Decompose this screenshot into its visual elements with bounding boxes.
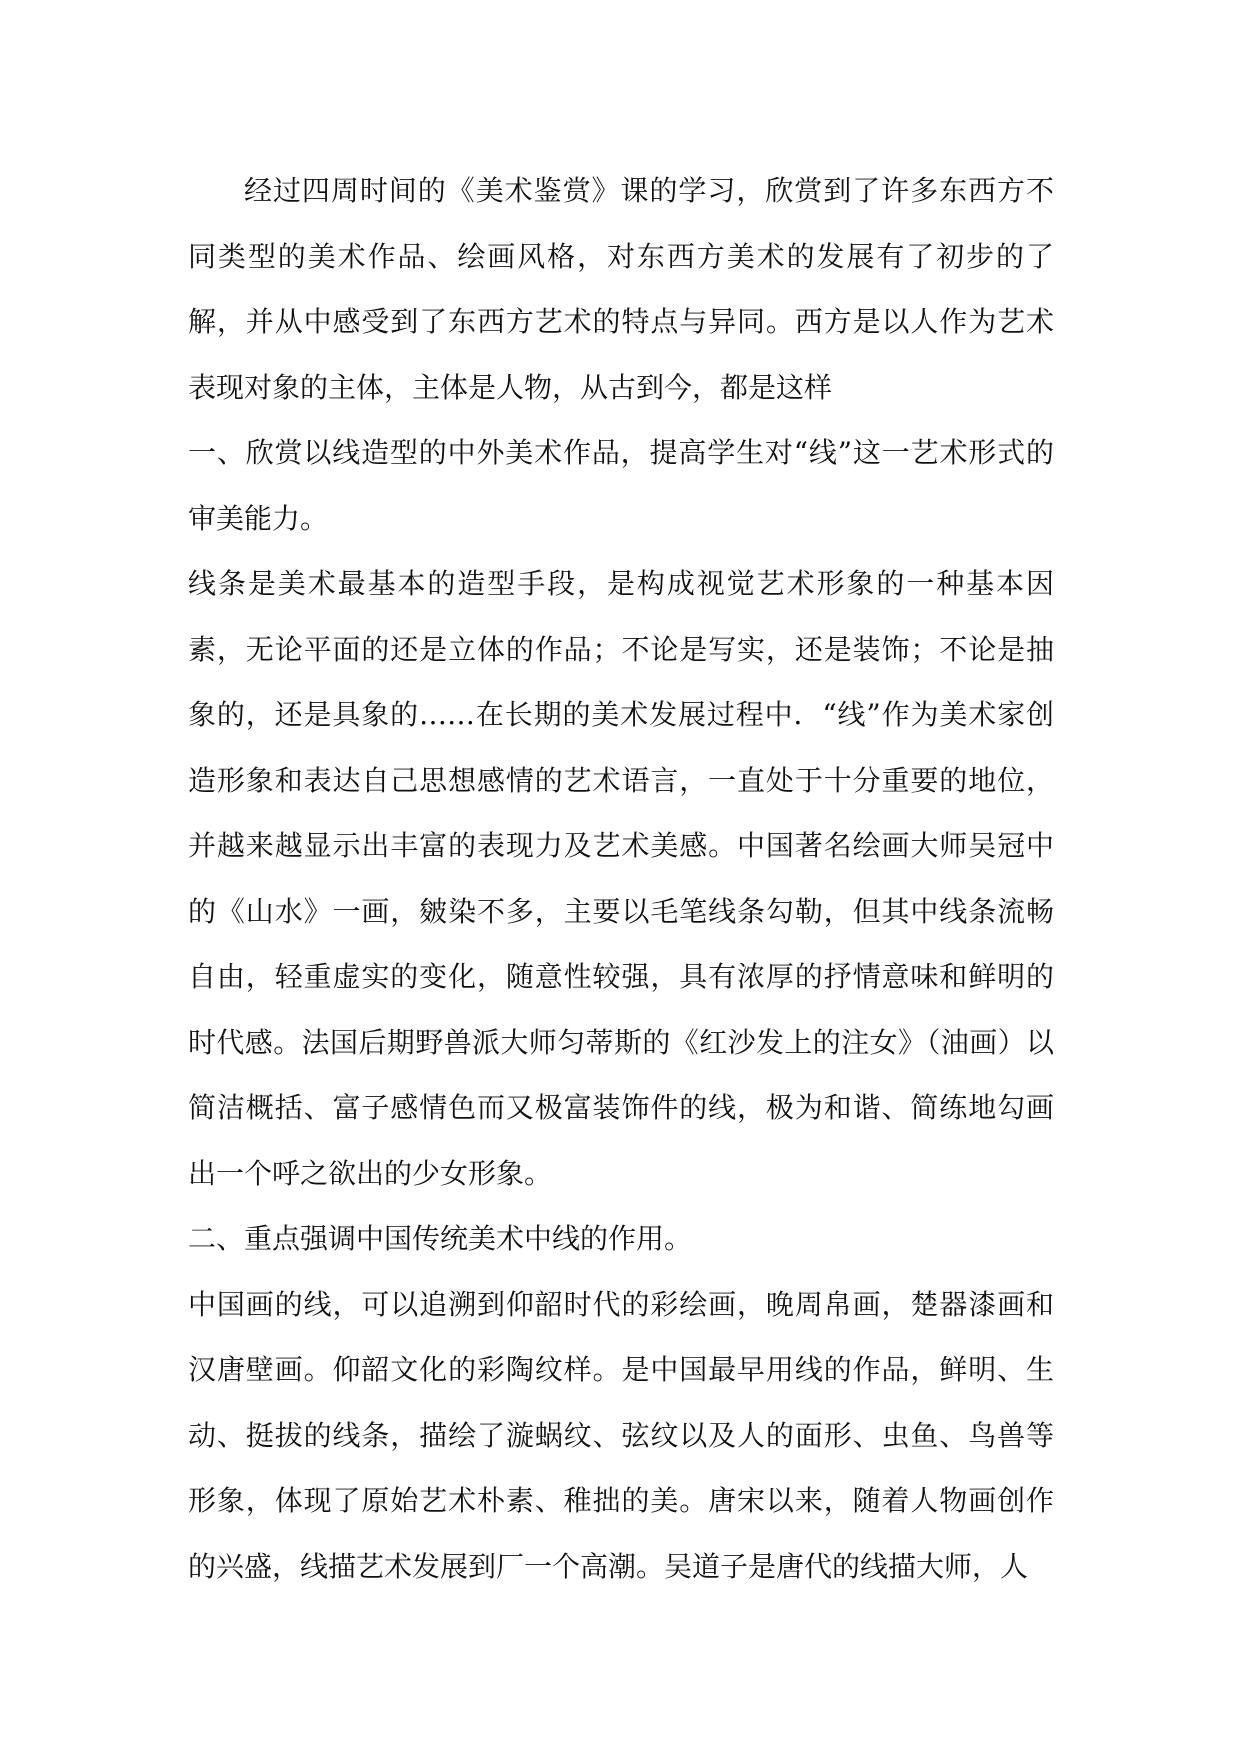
line-art-paragraph: 线条是美术最基本的造型手段，是构成视觉艺术形象的一种基本因素，无论平面的还是立体的作品；不论是写实，还是装饰；不论是抽象的，还是具象的……在长期的美术发展过程中．“线”作为美术家创造形象和表达自己思想感情的艺术语言，一直处于十分重要的地位，并越来越显示出丰富的表现力及艺术美感。中国著名绘画大师吴冠中的《山水》一画，皴染不多，主要以毛笔线条勾勒，但其中线条流畅自由，轻重虚实的变化，随意性较强，具有浓厚的抒情意味和鲜明的时代感。法国后期野兽派大师匀蒂斯的《红沙发上的注女》（油画）以简洁概括、富子感情色而又极富装饰件的线，极为和谐、简练地勾画出一个呼之欲出的少女形象。 (188, 567, 1054, 1190)
document-body (188, 158, 1054, 1599)
chinese-painting-paragraph: 中国画的线，可以追溯到仰韶时代的彩绘画，晚周帛画，楚器漆画和汉唐壁画。仰韶文化的彩陶纹样。是中国最早用线的作品，鲜明、生动、挺拔的线条，描绘了漩蜗纹、弦纹以及人的面形、虫鱼、鸟兽等形象，体现了原始艺术朴素、稚拙的美。唐宋以来，随着人物画创作的兴盛，线描艺术发展到厂一个高潮。吴道子是唐代的线描大师，人 (188, 1287, 1054, 1583)
intro-paragraph: 经过四周时间的《美术鉴赏》课的学习，欣赏到了许多东西方不同类型的美术作品、绘画风格，对东西方美术的发展有了初步的了解，并从中感受到了东西方艺术的特点与异同。西方是以人作为艺术表现对象的主体，主体是人物，从古到今，都是这样 (188, 174, 1054, 404)
section-heading-two: 二、重点强调中国传统美术中线的作用。 (188, 1222, 693, 1255)
section-heading-one: 一、欣赏以线造型的中外美术作品，提高学生对“线”这一艺术形式的审美能力。 (188, 436, 1054, 535)
